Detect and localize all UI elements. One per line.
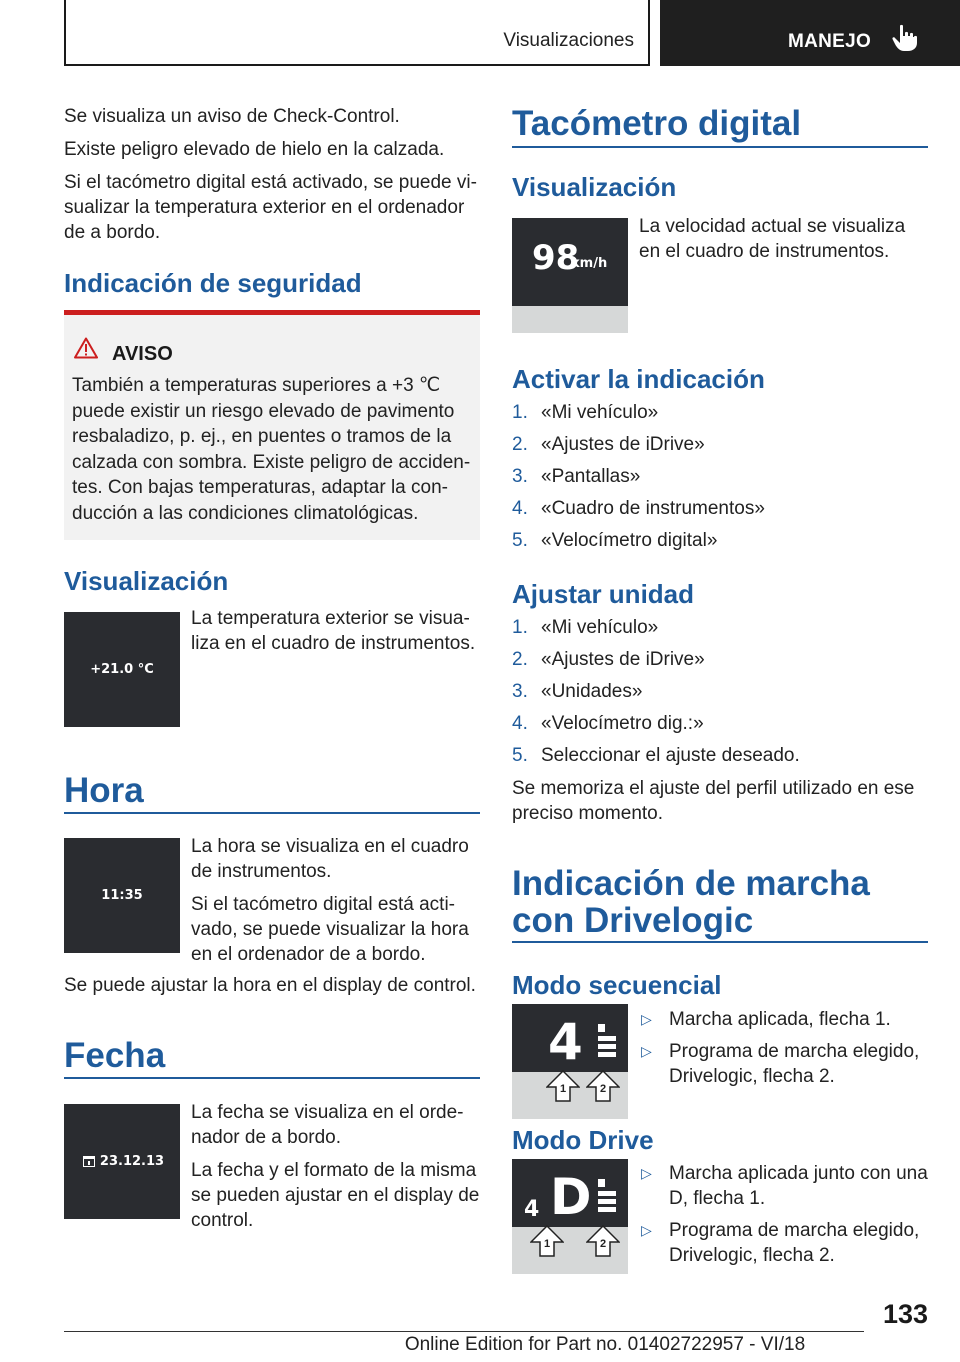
drivelogic-program-icon — [596, 1179, 618, 1217]
activar-step: 2. «Ajustes de iDrive» — [512, 434, 705, 455]
warning-body: También a temperaturas superiores a +3 ℃ puede existir un riesgo elevado de pavimento resbaladizo, p. ej., en puentes o tramos de la calzada con sombra. Existe peligro de acciden-tes. Con bajas temperaturas, adaptar la con-ducción a las condiciones climatológicas. — [72, 375, 471, 524]
hora-text-1: La hora se visualiza en el cuadro de instrumentos. — [191, 836, 469, 882]
header-chapter-tab — [660, 0, 960, 66]
drivelogic-program-icon — [596, 1024, 618, 1062]
drive-gear-small-value: 4 — [524, 1197, 540, 1222]
speed-text: La velocidad actual se visualiza en el cuadro de instrumentos. — [639, 216, 906, 262]
arrow-2-label: 2 — [600, 1083, 607, 1095]
tacho-heading: Tacómetro digital — [512, 104, 802, 143]
left-intro — [64, 104, 480, 245]
sequential-gear-image — [512, 1004, 628, 1119]
drive-item: ▷ Marcha aplicada junto con una D, flecha 1. — [641, 1163, 928, 1209]
warning-box — [64, 310, 480, 540]
speed-display-value: 98 — [532, 238, 580, 278]
intro-line-3: Si el tacómetro digital está activado, se puede vi-sualizar la temperatura exterior en el ordenador de a bordo. — [64, 172, 477, 243]
tacho-rule — [512, 146, 928, 148]
hora-text-block — [191, 834, 481, 967]
vis-heading-left: Visualización — [64, 566, 229, 596]
intro-line-1: Se visualiza un aviso de Check-Control. — [64, 106, 400, 127]
ajustar-step: 3. «Unidades» — [512, 681, 643, 702]
warning-title: AVISO — [112, 343, 173, 365]
arrow-1-label: 1 — [544, 1238, 551, 1250]
activar-step: 1. «Mi vehículo» — [512, 402, 659, 423]
activar-step: 5. «Velocímetro digital» — [512, 530, 718, 551]
activar-steps — [512, 397, 928, 557]
steering-hand-icon — [892, 24, 918, 52]
secuencial-list — [639, 1007, 931, 1096]
speed-display-image — [512, 218, 628, 333]
arrow-2-label: 2 — [600, 1238, 607, 1250]
page-number: 133 — [882, 1299, 928, 1329]
time-display-value: 11:35 — [101, 888, 143, 903]
ajustar-step: 5. Seleccionar el ajuste deseado. — [512, 745, 800, 766]
drive-item: ▷ Programa de marcha elegido, Drivelogic, flecha 2. — [641, 1220, 920, 1266]
hora-rule — [64, 812, 480, 814]
ajustar-step: 1. «Mi vehículo» — [512, 617, 659, 638]
sequential-gear-value: 4 — [548, 1013, 583, 1071]
safety-heading: Indicación de seguridad — [64, 268, 362, 298]
fecha-text-1: La fecha se visualiza en el orde-nador de a bordo. — [191, 1102, 464, 1148]
activar-heading: Activar la indicación — [512, 364, 765, 394]
speed-display-unit: km/h — [571, 256, 608, 271]
drive-gear-value: D — [550, 1168, 592, 1226]
ajustar-step: 4. «Velocímetro dig.:» — [512, 713, 704, 734]
header-chapter-label: MANEJO — [788, 31, 872, 52]
header-section-tab — [64, 0, 650, 66]
ajustar-step: 2. «Ajustes de iDrive» — [512, 649, 705, 670]
drive-heading: Modo Drive — [512, 1125, 654, 1155]
activar-step: 3. «Pantallas» — [512, 466, 641, 487]
ajustar-heading: Ajustar unidad — [512, 579, 695, 609]
hora-text-3: Se puede ajustar la hora en el display de control. — [64, 975, 476, 996]
fecha-rule — [64, 1077, 480, 1079]
marcha-rule — [512, 941, 928, 943]
temperature-text: La temperatura exterior se visua-liza en el cuadro de instrumentos. — [191, 608, 476, 654]
date-display-value: 23.12.13 — [99, 1154, 165, 1169]
header-section-label: Visualizaciones — [503, 30, 634, 51]
fecha-text-block — [191, 1100, 481, 1233]
time-display-image — [64, 838, 180, 953]
vis-heading-right: Visualización — [512, 172, 677, 202]
hora-heading: Hora — [64, 771, 144, 810]
drive-list — [639, 1161, 931, 1275]
temperature-display-image — [64, 612, 180, 727]
secuencial-item: ▷ Marcha aplicada, flecha 1. — [641, 1009, 891, 1030]
temperature-display-value: +21.0 °C — [90, 662, 154, 677]
marcha-heading: Indicación de marcha con Drivelogic — [512, 864, 870, 940]
drive-gear-image — [512, 1159, 628, 1274]
date-display-image — [64, 1104, 180, 1219]
fecha-text-2: La fecha y el formato de la misma se pueden ajustar en el display de control. — [191, 1160, 480, 1231]
ajustar-steps — [512, 612, 928, 772]
activar-step: 4. «Cuadro de instrumentos» — [512, 498, 765, 519]
ajustar-note: Se memoriza el ajuste del perfil utilizado en ese preciso momento. — [512, 778, 915, 824]
hora-text-2: Si el tacómetro digital está acti-vado, se puede visualizar la hora en el ordenador de a bordo. — [191, 894, 469, 965]
intro-line-2: Existe peligro elevado de hielo en la calzada. — [64, 139, 445, 160]
secuencial-heading: Modo secuencial — [512, 970, 722, 1000]
fecha-heading: Fecha — [64, 1036, 166, 1075]
arrow-1-label: 1 — [560, 1083, 567, 1095]
warning-triangle-icon — [74, 337, 98, 359]
footer-edition: Online Edition for Part no. 01402722957 - VI/18 — [404, 1334, 806, 1355]
secuencial-item: ▷ Programa de marcha elegido, Drivelogic, flecha 2. — [641, 1041, 920, 1087]
footer-rule — [64, 1331, 864, 1332]
